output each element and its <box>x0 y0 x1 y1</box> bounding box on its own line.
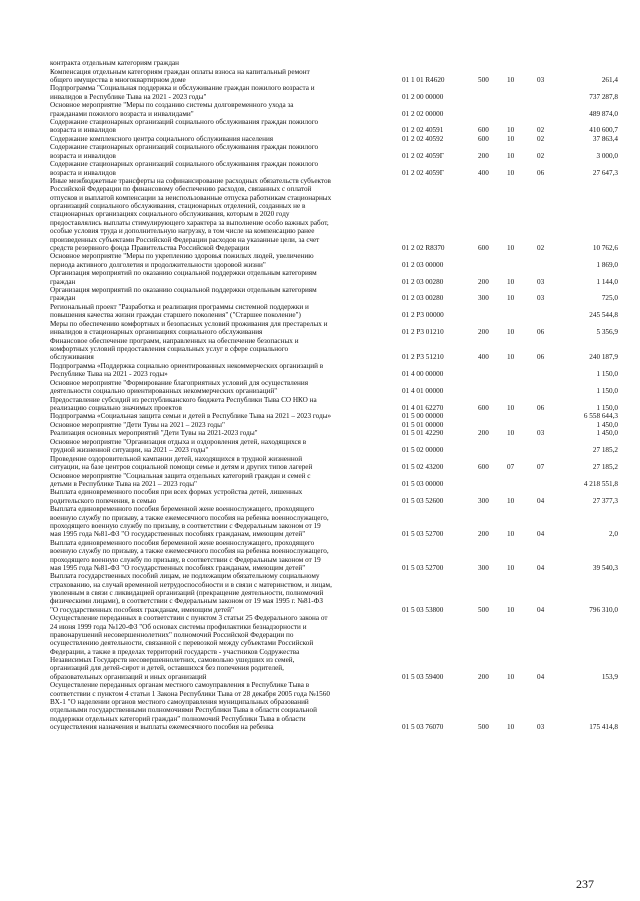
budget-code: 01 2 P3 00000 <box>402 311 444 320</box>
row-description: Организация мероприятий по оказанию социальной поддержки отдельным категориям граждан <box>50 269 317 286</box>
amount: 37 863,4 <box>592 134 618 143</box>
subsection-code: 06 <box>537 168 545 177</box>
expense-type: 300 <box>478 294 489 303</box>
subsection-code: 04 <box>537 672 545 681</box>
amount: 1 144,0 <box>596 277 618 286</box>
table-row <box>0 472 640 489</box>
row-description: Меры по обеспечению комфортных и безопасных условий проживания для престарелых и инвалидов в стационарных организациях социального обслуживания <box>50 319 328 337</box>
budget-code: 01 2 02 40591 <box>402 126 444 135</box>
table-row <box>0 412 640 420</box>
table-row <box>0 286 640 303</box>
expense-type: 200 <box>478 429 489 438</box>
amount: 261,4 <box>601 75 618 84</box>
amount: 27 185,2 <box>592 446 618 455</box>
table-row <box>0 135 640 143</box>
section-code: 10 <box>507 353 515 362</box>
amount: 737 287,8 <box>589 92 618 101</box>
budget-code: 01 5 01 00000 <box>402 420 444 429</box>
section-code: 10 <box>507 277 515 286</box>
table-row <box>0 160 640 177</box>
amount: 27 377,3 <box>592 496 618 505</box>
table-row <box>0 438 640 455</box>
page-number: 237 <box>576 877 594 891</box>
table-row <box>0 68 640 85</box>
subsection-code: 07 <box>537 463 545 472</box>
subsection-code: 02 <box>537 134 545 143</box>
section-code: 10 <box>507 168 515 177</box>
table-row <box>0 421 640 429</box>
amount: 796 310,0 <box>589 605 618 614</box>
row-description: Основное мероприятие "Формирование благоприятных условий для осуществления деятельности социально ориентированных некоммерческих организаций" <box>50 378 309 396</box>
budget-code: 01 5 03 52700 <box>402 563 444 572</box>
subsection-code: 02 <box>537 126 545 135</box>
budget-code: 01 2 P3 01210 <box>402 328 444 337</box>
table-row <box>0 362 640 379</box>
budget-code: 01 2 03 00280 <box>402 294 444 303</box>
expense-type: 300 <box>478 563 489 572</box>
budget-code: 01 5 03 53800 <box>402 605 444 614</box>
expense-type: 400 <box>478 168 489 177</box>
table-row <box>0 396 640 413</box>
table-row <box>0 337 640 362</box>
section-code: 10 <box>507 530 515 539</box>
expense-type: 600 <box>478 243 489 252</box>
section-code: 10 <box>507 151 515 160</box>
table-row <box>0 572 640 614</box>
row-description: Финансовое обеспечение программ, направленных на обеспечение безопасных и комфортных условий предоставления социальных услуг в сфере социального обслуживания <box>50 336 299 362</box>
amount: 410 600,7 <box>589 126 618 135</box>
amount: 1 150,0 <box>596 370 618 379</box>
row-description: Основное мероприятие "Меры по укреплению здоровья пожилых людей, увеличению периода активного долголетия и продолжительности здоровой жизни" <box>50 252 314 269</box>
budget-code: 01 4 00 00000 <box>402 370 444 379</box>
amount: 5 356,9 <box>596 328 618 337</box>
budget-code: 01 4 01 00000 <box>402 387 444 396</box>
section-code: 10 <box>507 126 515 135</box>
budget-code: 01 2 03 00000 <box>402 260 444 269</box>
expense-type: 400 <box>478 353 489 362</box>
row-description: Выплата единовременного пособия при всех формах устройства детей, лишенных родительского попечения, в семью <box>50 488 303 505</box>
expense-type: 600 <box>478 403 489 412</box>
subsection-code: 03 <box>537 723 545 731</box>
budget-code: 01 2 P3 51210 <box>402 353 444 362</box>
section-code: 10 <box>507 605 515 614</box>
row-description: Выплата единовременного пособия беременной жене военнослужащего, проходящего военную службу по призыву, а также ежемесячного пособия на ребенка военнослужащего, проходящего военную службу по призыву, в соответствии с Федеральным законом от 19 мая 1995 года №81-ФЗ "О государственных пособиях гражданам, имеющим детей" <box>50 505 329 539</box>
subsection-code: 02 <box>537 151 545 160</box>
budget-code: 01 2 02 00000 <box>402 109 444 118</box>
table-row <box>0 118 640 135</box>
section-code: 10 <box>507 294 515 303</box>
expense-type: 200 <box>478 277 489 286</box>
section-code: 10 <box>507 328 515 337</box>
row-description: Реализация основных мероприятий "Дети Тувы на 2021-2023 годы" <box>50 429 258 438</box>
table-row <box>0 143 640 160</box>
subsection-code: 03 <box>537 429 545 438</box>
row-description: Осуществление переданных органам местного самоуправления в Республике Тыва в соответствии с пунктом 4 статьи 1 Закона Республики Тыва от 28 декабря 2005 года №1560 ВХ-1 "О наделении органов местного самоуправления муниципальных образований отдельными государственными полномочиями Республики Тыва в области социальной поддержки отдельных категорий граждан" полномочий Республики Тыва в области осуществления назначения и выплаты ежемесячного пособия на ребенка <box>50 681 330 731</box>
table-row <box>0 177 640 252</box>
subsection-code: 06 <box>537 328 545 337</box>
table-row <box>0 539 640 572</box>
budget-code: 01 2 02 40592 <box>402 134 444 143</box>
table-row <box>0 681 640 731</box>
amount: 1 450,0 <box>596 429 618 438</box>
row-description: Основное мероприятие "Организация отдыха и оздоровления детей, находящихся в трудной жизненной ситуации, на 2021 – 2023 годы" <box>50 437 307 455</box>
section-code: 10 <box>507 134 515 143</box>
amount: 27 647,3 <box>592 168 618 177</box>
table-row <box>0 505 640 538</box>
amount: 1 450,0 <box>596 420 618 429</box>
table-row <box>0 488 640 505</box>
table-row <box>0 269 640 286</box>
amount: 489 874,0 <box>589 109 618 118</box>
table-row <box>0 252 640 269</box>
amount: 1 150,0 <box>596 403 618 412</box>
budget-code: 01 2 00 00000 <box>402 92 444 101</box>
row-description: Основное мероприятие "Дети Тувы на 2021 – 2023 годы" <box>50 420 225 429</box>
budget-code: 01 5 03 59400 <box>402 672 444 681</box>
row-description: Содержание стационарных организаций социального обслуживания граждан пожилого возраста и инвалидов <box>50 118 319 135</box>
row-description: Выплата единовременного пособия беременной жене военнослужащего, проходящего военную службу по призыву, а также ежемесячного пособия на ребенка военнослужащего, проходящего военную службу по призыву, в соответствии с Федеральным законом от 19 мая 1995 года №81-ФЗ "О государственных пособиях гражданам, имеющим детей" <box>50 538 329 572</box>
budget-code: 01 4 01 62270 <box>402 403 444 412</box>
budget-code: 01 5 02 43200 <box>402 463 444 472</box>
budget-code: 01 2 03 00280 <box>402 277 444 286</box>
row-description: Основное мероприятие "Меры по созданию системы долговременного ухода за гражданами пожилого возраста и инвалидами" <box>50 101 294 118</box>
row-description: Проведение оздоровительной кампании детей, находящихся в трудной жизненной ситуации, на базе центров социальной помощи семье и детям и других типов лагерей <box>50 454 313 472</box>
table-row <box>0 303 640 320</box>
subsection-code: 04 <box>537 496 545 505</box>
budget-code: 01 5 03 00000 <box>402 479 444 488</box>
amount: 10 762,6 <box>592 243 618 252</box>
table-row <box>0 379 640 396</box>
budget-code: 01 5 03 52700 <box>402 530 444 539</box>
budget-code: 01 5 03 52600 <box>402 496 444 505</box>
section-code: 10 <box>507 75 515 84</box>
table-row <box>0 614 640 681</box>
table-row <box>0 101 640 118</box>
amount: 153,9 <box>601 672 618 681</box>
amount: 27 185,2 <box>592 463 618 472</box>
row-description: Подпрограмма «Социальная защита семьи и детей в Республике Тыва на 2021 – 2023 годы» <box>50 412 332 421</box>
table-row <box>0 84 640 101</box>
subsection-code: 03 <box>537 294 545 303</box>
row-description: Региональный проект "Разработка и реализация программы системной поддержки и повышения качества жизни граждан старшего поколения" ("Старшее поколение") <box>50 302 309 320</box>
amount: 175 414,8 <box>589 723 618 731</box>
amount: 240 187,9 <box>589 353 618 362</box>
row-description: Основное мероприятие "Социальная защита отдельных категорий граждан и семей с детьми в Республике Тыва на 2021 – 2023 годы" <box>50 471 311 488</box>
table-row <box>0 320 640 337</box>
row-description: контракта отдельным категориям граждан <box>50 59 180 67</box>
amount: 39 540,3 <box>592 563 618 572</box>
section-code: 07 <box>507 463 515 472</box>
subsection-code: 04 <box>537 530 545 539</box>
row-description: Осуществление переданных в соответствии с пунктом 3 статьи 25 Федерального закона от 24 июня 1999 года №120-ФЗ "Об основах системы профилактики безнадзорности и правонарушений несовершеннолетних" полномочий Российской Федерации по осуществлению деятельности, связанной с перевозкой между субъектами Российской Федерации, а также в пределах территорий государств - участников Содружества Независимых Государств несовершеннолетних, самовольно ушедших из семей, организаций для детей-сирот и детей, оставшихся без попечения родителей, образовательных организаций и иных организаций <box>50 614 328 681</box>
expense-type: 200 <box>478 151 489 160</box>
expense-type: 200 <box>478 530 489 539</box>
section-code: 10 <box>507 723 515 731</box>
row-description: Содержание комплексного центра социального обслуживания населения <box>50 134 274 143</box>
amount: 6 558 644,3 <box>583 412 618 421</box>
section-code: 10 <box>507 429 515 438</box>
table-row <box>0 455 640 472</box>
subsection-code: 02 <box>537 243 545 252</box>
expense-type: 500 <box>478 75 489 84</box>
row-description: Подпрограмма «Поддержка социально ориентированных некоммерческих организаций в Республике Тыва на 2021 - 2023 годы» <box>50 361 324 379</box>
row-description: Организация мероприятий по оказанию социальной поддержки отдельным категориям граждан <box>50 286 317 303</box>
budget-code: 01 5 01 42290 <box>402 429 444 438</box>
subsection-code: 04 <box>537 605 545 614</box>
row-description: Подпрограмма "Социальная поддержка и обслуживание граждан пожилого возраста и инвалидов в Республике Тыва на 2021 - 2023 годы" <box>50 84 315 101</box>
subsection-code: 03 <box>537 277 545 286</box>
section-code: 10 <box>507 672 515 681</box>
expense-type: 200 <box>478 672 489 681</box>
expense-type: 300 <box>478 496 489 505</box>
budget-code: 01 2 02 R8370 <box>402 243 445 252</box>
section-code: 10 <box>507 403 515 412</box>
expense-type: 500 <box>478 605 489 614</box>
section-code: 10 <box>507 563 515 572</box>
row-description: Иные межбюджетные трансферты на софинансирование расходных обязательств субъектов Российской Федерации по финансовому обеспечению расходов, связанных с оплатой отпусков и выплатой компенсации за неиспользованные отпуска работникам стационарных организаций социального обслуживания, стационарных отделений, созданных не в стационарных организациях социального обслуживания, которым в 2020 году предоставлялись выплаты стимулирующего характера за выполнение особо важных работ, особые условия труда и дополнительную нагрузку, в том числе на компенсацию ранее произведенных субъектами Российской Федерации расходов на указанные цели, за счет средств резервного фонда Правительства Российской Федерации <box>50 177 332 252</box>
budget-code: 01 5 00 00000 <box>402 412 444 421</box>
row-description: Предоставление субсидий из республиканского бюджета Республики Тыва СО НКО на реализацию социально значимых проектов <box>50 395 317 412</box>
section-code: 10 <box>507 496 515 505</box>
budget-code: 01 1 01 R4620 <box>402 75 445 84</box>
amount: 4 218 551,8 <box>583 479 618 488</box>
subsection-code: 04 <box>537 563 545 572</box>
budget-code: 01 2 02 4059Г <box>402 168 444 177</box>
amount: 3 000,0 <box>596 151 618 160</box>
amount: 1 150,0 <box>596 387 618 396</box>
row-description: Компенсация отдельным категориям граждан оплаты взноса на капитальный ремонт общего имущества в многоквартирном доме <box>50 67 310 84</box>
table-row <box>0 429 640 437</box>
amount: 725,0 <box>601 294 618 303</box>
expense-type: 600 <box>478 126 489 135</box>
subsection-code: 03 <box>537 75 545 84</box>
row-description: Содержание стационарных организаций социального обслуживания граждан пожилого возраста и инвалидов <box>50 160 319 177</box>
budget-code: 01 2 02 4059Г <box>402 151 444 160</box>
budget-code: 01 5 02 00000 <box>402 446 444 455</box>
section-code: 10 <box>507 243 515 252</box>
expense-type: 500 <box>478 723 489 731</box>
expense-type: 600 <box>478 463 489 472</box>
amount: 245 544,8 <box>589 311 618 320</box>
table-row <box>0 59 640 67</box>
expense-type: 600 <box>478 134 489 143</box>
subsection-code: 06 <box>537 403 545 412</box>
amount: 1 869,0 <box>596 260 618 269</box>
expense-type: 200 <box>478 328 489 337</box>
amount: 2,0 <box>609 530 618 539</box>
budget-code: 01 5 03 76070 <box>402 723 444 731</box>
row-description: Выплата государственных пособий лицам, не подлежащим обязательному социальному страхованию, на случай временной нетрудоспособности и в связи с материнством, и лицам, уволенным в связи с ликвидацией организаций (прекращение деятельности, полномочий физическими лицами), в соответствии с Федеральным законом от 19 мая 1995 г. №81-ФЗ "О государственных пособиях гражданам, имеющим детей" <box>50 572 332 614</box>
subsection-code: 06 <box>537 353 545 362</box>
row-description: Содержание стационарных организаций социального обслуживания граждан пожилого возраста и инвалидов <box>50 143 319 160</box>
